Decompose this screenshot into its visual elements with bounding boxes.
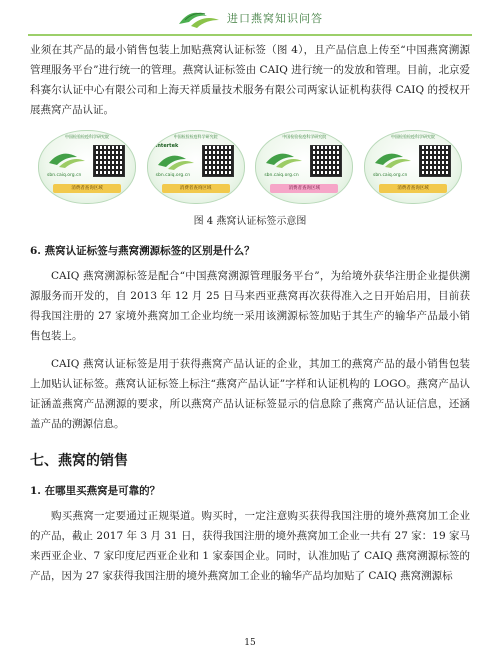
header-divider	[28, 34, 472, 36]
swiftlet-logo-icon	[156, 151, 196, 171]
page-number: 15	[244, 638, 256, 648]
figure-labels	[38, 130, 462, 208]
label-query-bar: 消费者查询区域	[270, 184, 338, 193]
swiftlet-logo-icon	[264, 149, 304, 169]
qr-code-icon	[202, 145, 234, 177]
label-url: sbn.caiq.org.cn	[47, 173, 82, 178]
label-ring-text: 中国检验检疫科学研究院	[390, 134, 435, 139]
figure-caption: 图 4 燕窝认证标签示意图	[193, 216, 307, 227]
paragraph-traceability-label: CAIQ 燕窝溯源标签是配合“中国燕窝溯源管理服务平台”，为给境外获华注册企业提供溯源服务而开发的，自 2013 年 12 月 25 日马来西亚燕窝再次获得准入之日开始启用，目前获得我国注册的 27 家境外燕窝加工企业均统一采用该溯源标签加贴于其生产的输华产品最小销售包装上。	[30, 270, 470, 342]
section-title: 七、燕窝的销售	[30, 453, 128, 469]
header-inner	[177, 6, 323, 30]
swiftlet-logo-icon	[47, 149, 87, 169]
swiftlet-logo-icon	[177, 6, 221, 30]
label-query-bar: 消费者查询区域	[162, 184, 230, 193]
paragraph-where-to-buy: 购买燕窝一定要通过正规渠道。购买时，一定注意购买获得我国注册的境外燕窝加工企业的产品，截止 2017 年 3 月 31 日，获得我国注册的境外燕窝加工企业一共有 27 家：19 家马来西亚企业、7 家印度尼西亚企业和 1 家泰国企业。同时，认准加贴了 CAIQ 燕窝溯源标签的产品，因为 27 家获得我国注册的境外燕窝加工企业的输华产品均加贴了 CAIQ 燕窝溯源标	[30, 510, 470, 582]
question-6-heading: 6. 燕窝认证标签与燕窝溯源标签的区别是什么？	[30, 245, 255, 257]
label-query-bar: 消费者查询区域	[379, 184, 447, 193]
label-url: sbn.caiq.org.cn	[155, 173, 191, 178]
label-url: sbn.caiq.org.cn	[264, 173, 299, 178]
certification-label-1	[38, 130, 136, 204]
label-query-bar: 消费者查询区域	[53, 184, 121, 193]
qr-code-icon	[93, 145, 125, 177]
label-url: sbn.caiq.org.cn	[372, 173, 408, 178]
swiftlet-logo-icon	[373, 149, 413, 169]
label-ring-text: 中国检验检疫科学研究院	[173, 134, 218, 139]
qr-code-icon	[419, 145, 451, 177]
certification-label-2	[147, 130, 245, 204]
question-1-heading: 1. 在哪里买燕窝是可靠的？	[30, 485, 161, 497]
label-brand: intertek	[155, 143, 179, 149]
page-content	[30, 40, 470, 586]
label-ring-text: 中国检验检疫科学研究院	[282, 134, 327, 139]
paragraph-certification-label: CAIQ 燕窝认证标签是用于获得燕窝产品认证的企业，其加工的燕窝产品的最小销售包装上加贴认证标签。燕窝认证标签上标注“燕窝产品认证”字样和认证机构的 LOGO。燕窝产品认证涵盖燕窝产品溯源的要求，所以燕窝产品认证标签显示的信息除了燕窝产品认证信息，还涵盖产品的溯源信息。	[30, 358, 470, 430]
certification-label-3	[255, 130, 353, 204]
certification-label-4	[364, 130, 462, 204]
label-ring-text: 中国检验检疫科学研究院	[65, 134, 109, 139]
paragraph-certification-intro: 业须在其产品的最小销售包装上加贴燕窝认证标签（图 4），且产品信息上传至“中国燕窝溯源管理服务平台”进行统一的管理。燕窝认证标签由 CAIQ 进行统一的发放和管理。目前，北京爱科赛尔认证中心有限公司和上海天祥质量技术服务有限公司两家认证机构获得 CAIQ 的授权开展燕窝产品认证。	[30, 44, 470, 116]
qr-code-icon	[310, 145, 342, 177]
header-title: 进口燕窝知识问答	[227, 12, 323, 25]
